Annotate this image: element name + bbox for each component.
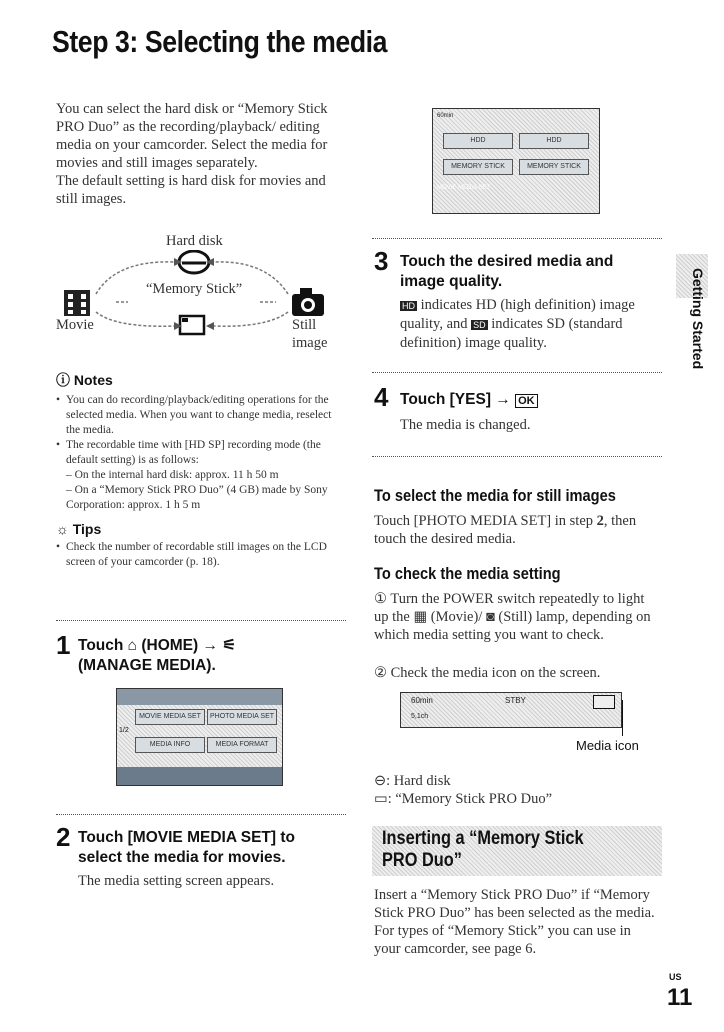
image-label: image	[292, 335, 328, 351]
notes-list	[56, 393, 346, 468]
region-label: US	[669, 972, 682, 982]
intro	[56, 100, 344, 208]
list-item: • Check the number of recordable still images on the LCD screen of your camcorder (p. 18).	[56, 540, 346, 570]
movie-film-icon	[64, 290, 90, 316]
step-number: 3	[374, 246, 389, 276]
list-item: • You can do recording/playback/editing operations for the selected media. When you want to change media, reselect the media.	[56, 393, 346, 438]
media-icon-label: Media icon	[576, 738, 639, 753]
page-number: 11	[667, 984, 693, 1011]
notes-icon: ⓘ	[56, 372, 70, 388]
tips-list	[56, 540, 346, 570]
screen-time: 60min	[411, 696, 433, 705]
media-select-screen	[432, 108, 600, 214]
step1-title: Touch ⌂ (HOME) → ⚟ (MANAGE MEDIA).	[78, 637, 237, 674]
screen-counter: 5,1ch	[411, 713, 429, 720]
media-info-button[interactable]: MEDIA INFO	[135, 737, 205, 753]
step4-text: The media is changed.	[400, 417, 531, 433]
side-tab-label: Getting Started	[690, 268, 706, 370]
insert-heading: Inserting a “Memory Stick PRO Duo”	[382, 828, 584, 871]
still-camera-icon	[292, 288, 324, 316]
insert-paragraph: For types of “Memory Stick” you can use in your camcorder, see page 6.	[374, 923, 631, 957]
step2-text: The media setting screen appears.	[78, 873, 275, 889]
intro-default: The default setting is hard disk for movies and still images.	[56, 173, 326, 207]
callout-line	[622, 700, 623, 736]
page-indicator: 1/2	[119, 727, 129, 734]
media-diagram	[56, 232, 346, 352]
check-section-heading: To check the media setting	[374, 564, 561, 583]
screen-bottom-label: MOVIE MEDIA SET	[437, 185, 491, 191]
step4-title: Touch [YES] → OK	[400, 390, 538, 411]
hdd-hd-button[interactable]: HDD	[443, 133, 513, 149]
memory-stick-hd-button[interactable]: MEMORY STICK	[443, 159, 513, 175]
hard-disk-icon: ⊖	[374, 773, 387, 789]
step2-title: Touch [MOVIE MEDIA SET] to select the media for movies.	[78, 829, 295, 866]
hard-disk-label: Hard disk	[166, 233, 223, 249]
step3-text: HD indicates HD (high definition) image quality, and SD indicates SD (standard definition) image quality.	[400, 297, 635, 351]
media-icon-box	[593, 695, 615, 709]
screen-bottom-bar	[117, 767, 282, 785]
movie-label: Movie	[56, 317, 94, 333]
photo-media-set-button[interactable]: PHOTO MEDIA SET	[207, 709, 277, 725]
list-item: • The recordable time with [HD SP] recording mode (the default setting) is as follows:	[56, 438, 346, 468]
divider	[56, 814, 346, 815]
home-icon: ⌂	[127, 637, 138, 654]
tips-icon: ☼	[56, 521, 69, 537]
media-format-button[interactable]: MEDIA FORMAT	[207, 737, 277, 753]
movie-film-icon: ▦	[413, 609, 428, 625]
screen-top-bar	[117, 689, 282, 705]
memory-stick-legend: ▭: “Memory Stick PRO Duo”	[374, 791, 553, 807]
check-item-1: ① Turn the POWER switch repeatedly to light up the ▦ (Movie)/ ◙ (Still) lamp, depending on which media setting you want to check.	[374, 591, 651, 643]
hdd-sd-button[interactable]: HDD	[519, 133, 589, 149]
tips-heading: ☼ Tips	[56, 521, 102, 537]
insert-text	[374, 886, 659, 958]
still-label: Still	[292, 317, 317, 333]
notes-heading: ⓘ Notes	[56, 372, 113, 388]
divider	[372, 372, 662, 373]
hard-disk-icon	[179, 251, 209, 273]
manage-media-icon: ⚟	[222, 637, 237, 654]
intro-paragraph: You can select the hard disk or “Memory Stick PRO Duo” as the recording/playback/ editing media on your camcorder. Select the media for movies and still images separately.	[56, 101, 328, 171]
memory-stick-icon: ▭	[374, 791, 388, 807]
notes-section	[56, 370, 346, 570]
insert-paragraph: Insert a “Memory Stick PRO Duo” if “Memory Stick PRO Duo” has been selected as the media.	[374, 887, 655, 921]
movie-media-set-button[interactable]: MOVIE MEDIA SET	[135, 709, 205, 725]
list-item: – On a “Memory Stick PRO Duo” (4 GB) made by Sony Corporation: approx. 1 h 5 m	[66, 484, 328, 511]
screen-time: 60min	[437, 113, 454, 119]
sd-badge-icon: SD	[473, 320, 486, 330]
hd-badge-icon: HD	[402, 301, 415, 311]
step-number: 2	[56, 822, 71, 852]
divider	[56, 620, 346, 621]
divider	[372, 238, 662, 239]
list-item: – On the internal hard disk: approx. 11 h 50 m	[66, 469, 279, 481]
divider	[372, 456, 662, 457]
still-section-text: Touch [PHOTO MEDIA SET] in step 2, then touch the desired media.	[374, 513, 637, 547]
status-screen	[400, 692, 622, 728]
page-title: Step 3: Selecting the media	[52, 24, 388, 59]
memory-stick-label: “Memory Stick”	[146, 281, 243, 297]
insert-heading-band	[372, 826, 662, 876]
memory-stick-sd-button[interactable]: MEMORY STICK	[519, 159, 589, 175]
check-item-2: ② Check the media icon on the screen.	[374, 665, 601, 681]
hard-disk-legend: ⊖: Hard disk	[374, 773, 451, 789]
manage-media-screen	[116, 688, 283, 786]
still-camera-icon: ◙	[485, 609, 495, 625]
step-number: 4	[374, 382, 389, 412]
still-section-heading: To select the media for still images	[374, 486, 616, 505]
screen-status: STBY	[505, 696, 526, 705]
step-number: 1	[56, 630, 71, 660]
memory-stick-icon	[180, 316, 204, 334]
step3-title: Touch the desired media and image quality.	[400, 253, 614, 290]
ok-button-icon: OK	[515, 394, 538, 408]
